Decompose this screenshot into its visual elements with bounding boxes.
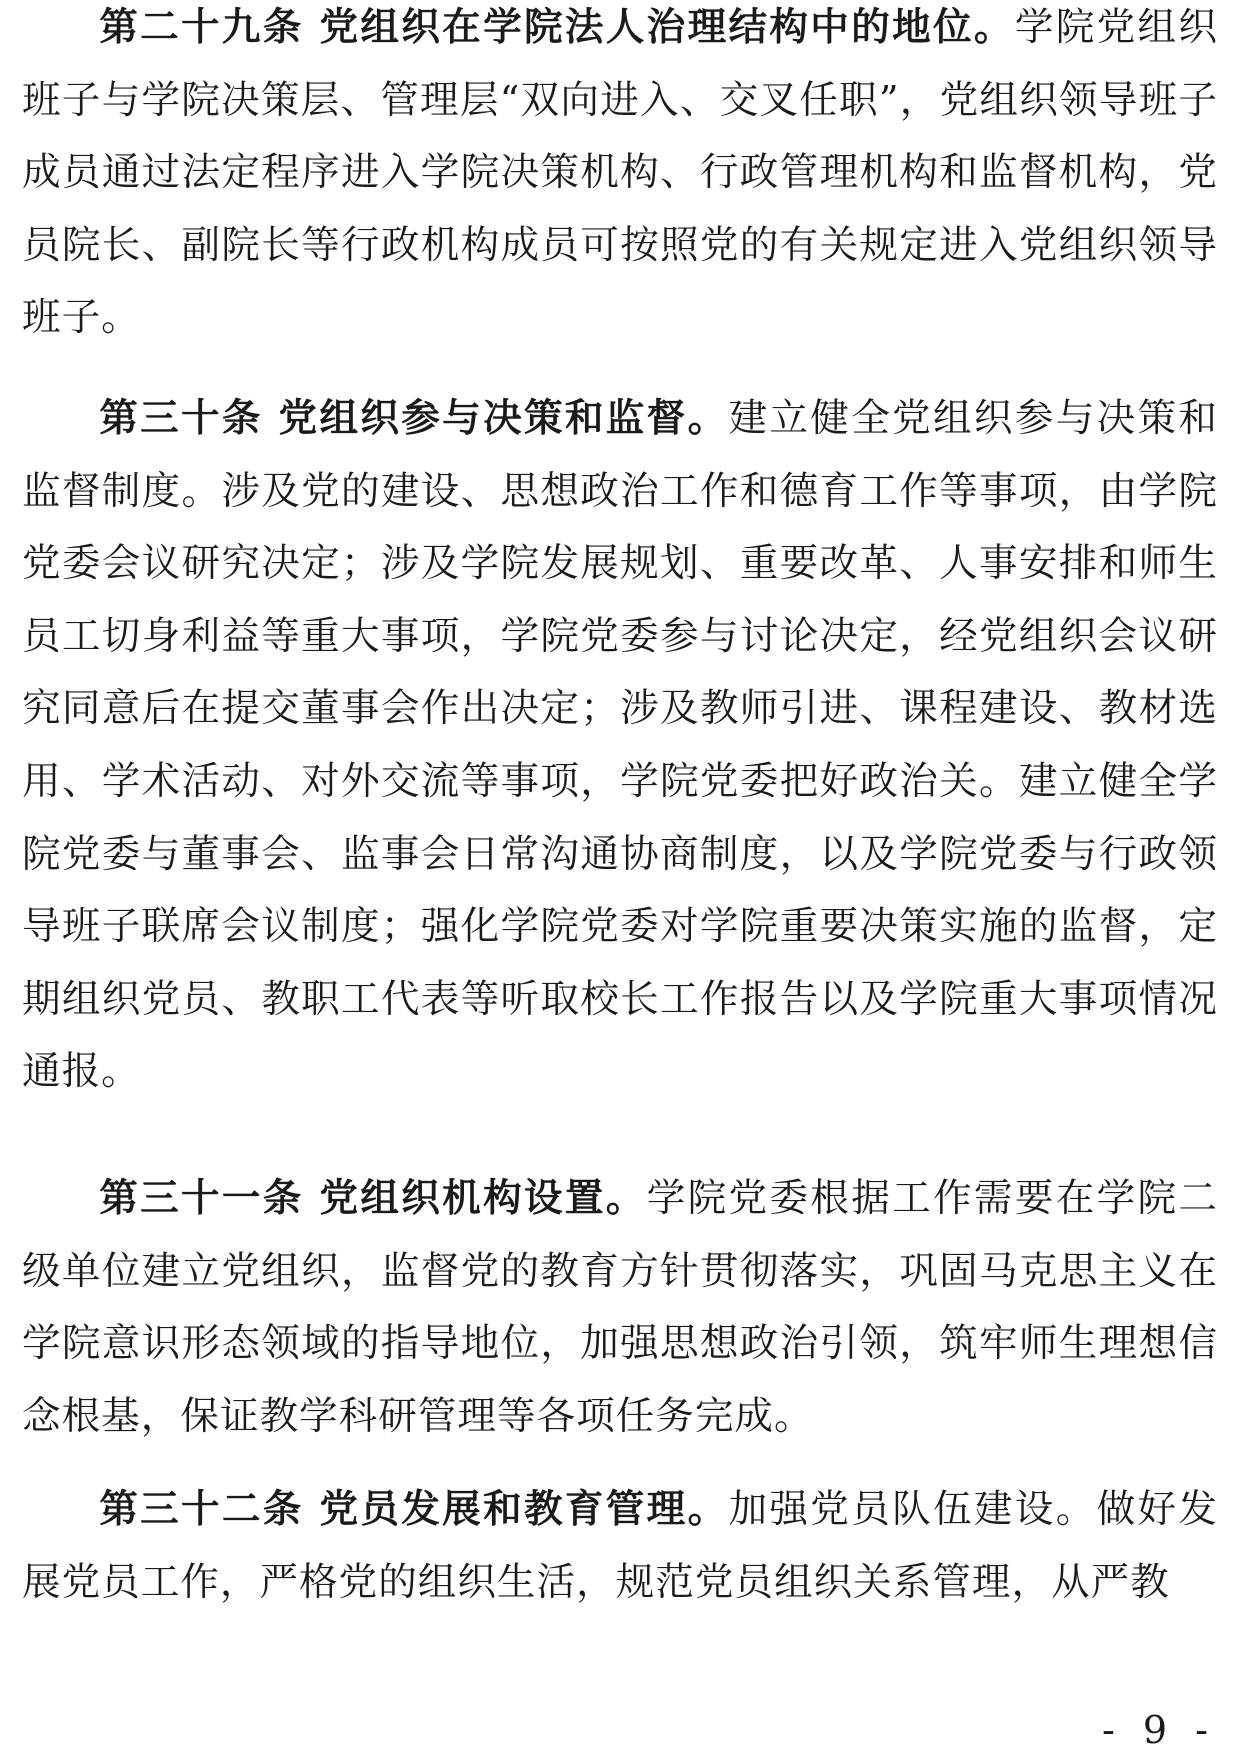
article-31 [22,1163,1218,1453]
article-30 [22,383,1218,1109]
article-body: 建立健全党组织参与决策和监督制度。涉及党的建设、思想政治工作和德育工作等事项，由学院党委会议研究决定；涉及学院发展规划、重要改革、人事安排和师生员工切身利益等重大事项，学院党委参与讨论决定，经党组织会议研究同意后在提交董事会作出决定；涉及教师引进、课程建设、教材选用、学术活动、对外交流等事项，学院党委把好政治关。建立健全学院党委与董事会、监事会日常沟通协商制度，以及学院党委与行政领导班子联席会议制度；强化学院党委对学院重要决策实施的监督，定期组织党员、教职工代表等听取校长工作报告以及学院重大事项情况通报。 [22,396,1218,1095]
article-title: 第二十九条 党组织在学院法人治理结构中的地位。 [99,5,1015,50]
article-title: 第三十条 党组织参与决策和监督。 [99,396,729,441]
article-32 [22,1474,1218,1619]
article-body: 学院党组织班子与学院决策层、管理层“双向进入、交叉任职”，党组织领导班子成员通过法定程序进入学院决策机构、行政管理机构和监督机构，党员院长、副院长等行政机构成员可按照党的有关规定进入党组织领导班子。 [22,5,1219,341]
article-title: 第三十二条 党员发展和教育管理。 [99,1487,729,1532]
page-number: - 9 - [1101,1708,1216,1752]
article-29 [22,0,1218,355]
article-body: 加强党员队伍建设。做好发展党员工作，严格党的组织生活，规范党员组织关系管理，从严教 [22,1487,1218,1605]
article-title: 第三十一条 党组织机构设置。 [99,1176,647,1221]
article-body: 学院党委根据工作需要在学院二级单位建立党组织，监督党的教育方针贯彻落实，巩固马克思主义在学院意识形态领域的指导地位，加强思想政治引领，筑牢师生理想信念根基，保证教学科研管理等各项任务完成。 [22,1176,1219,1439]
